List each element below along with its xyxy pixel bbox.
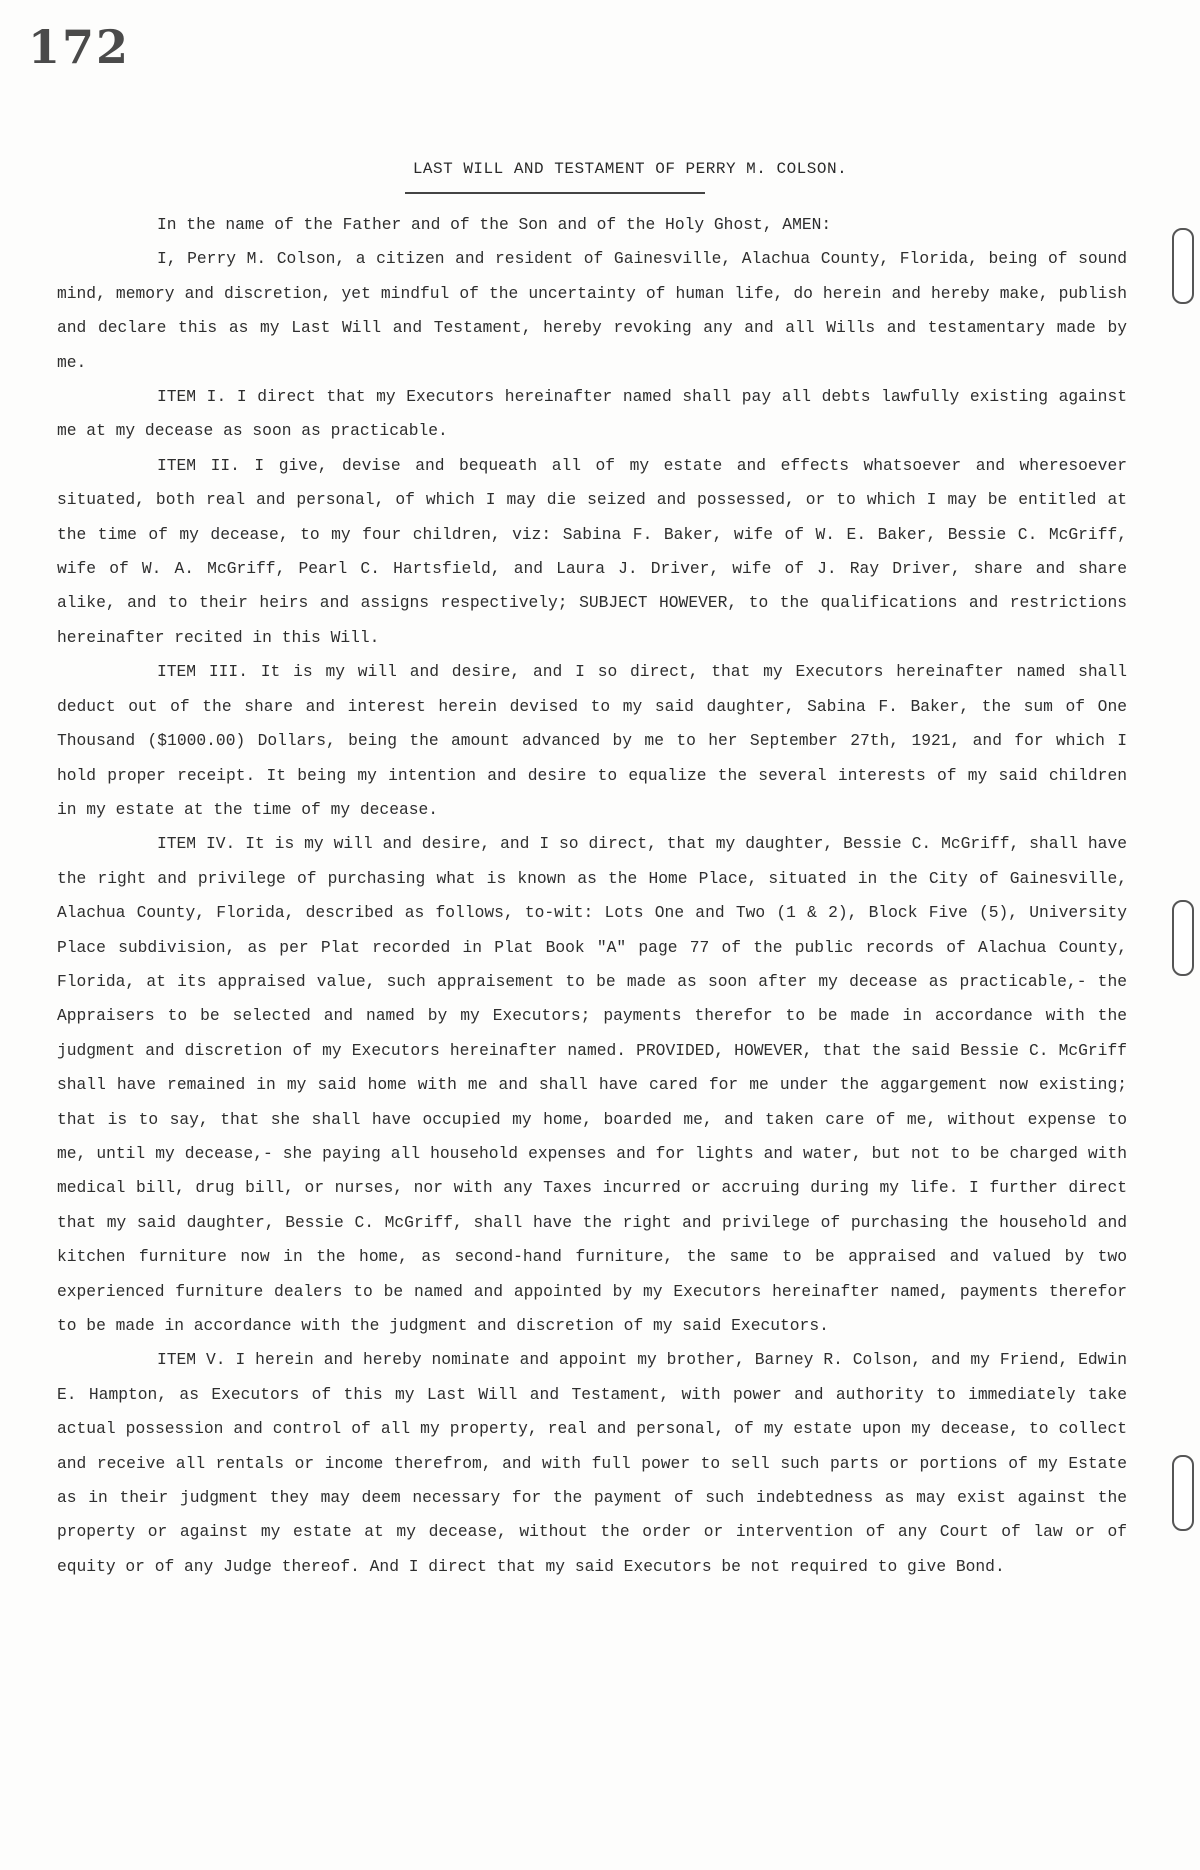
item-v-paragraph: ITEM V. I herein and hereby nominate and appoint my brother, Barney R. Colson, and my Friend, Edwin E. Hampton, as Executors of this my Last Will and Testament, with power and authority to immediately take actual possession and control of all my property, real and personal, of my estate upon my decease, to collect and receive all rentals or income therefrom, and with full power to sell such parts or portions of my Estate as in their judgment they may deem necessary for the payment of such indebtedness as may exist against the property or against my estate at my decease, without the order or intervention of any Court of law or of equity or of any Judge thereof. And I direct that my said Executors be not required to give Bond.: [57, 1350, 1127, 1576]
document-body: [57, 208, 1127, 1584]
item-iv-paragraph: ITEM IV. It is my will and desire, and I so direct, that my daughter, Bessie C. McGriff, shall have the right and privilege of purchasing what is known as the Home Place, situated in the City of Gainesville, Alachua County, Florida, described as follows, to-wit: Lots One and Two (1 & 2), Block Five (5), University Place subdivision, as per Plat recorded in Plat Book "A" page 77 of the public records of Alachua County, Florida, at its appraised value, such appraisement to be made as soon after my decease as practicable,- the Appraisers to be selected and named by my Executors; payments therefor to be made in accordance with the judgment and discretion of my Executors hereinafter named. PROVIDED, HOWEVER, that the said Bessie C. McGriff shall have remained in my said home with me and shall have cared for me under the aggargement now existing; that is to say, that she shall have occupied my home, boarded me, and taken care of me, without expense to me, until my decease,- she paying all household expenses and for lights and water, but not to be charged with medical bill, drug bill, or nurses, nor with any Taxes incurred or accruing during my life. I further direct that my said daughter, Bessie C. McGriff, shall have the right and privilege of purchasing the household and kitchen furniture now in the home, as second-hand furniture, the same to be appraised and valued by two experienced furniture dealers to be named and appointed by my Executors hereinafter named, payments therefor to be made in accordance with the judgment and discretion of my said Executors.: [57, 834, 1127, 1335]
document-title: LAST WILL AND TESTAMENT OF PERRY M. COLSON.: [412, 160, 848, 178]
binder-hole: [1172, 228, 1194, 304]
page-number: 172: [28, 20, 131, 74]
title-underline: [405, 192, 705, 194]
invocation-paragraph: In the name of the Father and of the Son and of the Holy Ghost, AMEN:: [157, 215, 832, 234]
item-ii-paragraph: ITEM II. I give, devise and bequeath all of my estate and effects whatsoever and wheresoever situated, both real and personal, of which I may die seized and possessed, or to which I may be entitled at the time of my decease, to my four children, viz: Sabina F. Baker, wife of W. E. Baker, Bessie C. McGriff, wife of W. A. McGriff, Pearl C. Hartsfield, and Laura J. Driver, wife of J. Ray Driver, share and share alike, and to their heirs and assigns respectively; SUBJECT HOWEVER, to the qualifications and restrictions hereinafter recited in this Will.: [57, 455, 1127, 647]
binder-hole: [1172, 1455, 1194, 1531]
item-i-paragraph: ITEM I. I direct that my Executors hereinafter named shall pay all debts lawfully existing against me at my decease as soon as practicable.: [57, 387, 1127, 441]
binder-hole: [1172, 900, 1194, 976]
declaration-paragraph: I, Perry M. Colson, a citizen and resident of Gainesville, Alachua County, Florida, being of sound mind, memory and discretion, yet mindful of the uncertainty of human life, do herein and hereby make, publish and declare this as my Last Will and Testament, hereby revoking any and all Wills and testamentary made by me.: [57, 249, 1127, 372]
item-iii-paragraph: ITEM III. It is my will and desire, and I so direct, that my Executors hereinafter named shall deduct out of the share and interest herein devised to my said daughter, Sabina F. Baker, the sum of One Thousand ($1000.00) Dollars, being the amount advanced by me to her September 27th, 1921, and for which I hold proper receipt. It being my intention and desire to equalize the several interests of my said children in my estate at the time of my decease.: [57, 662, 1127, 819]
